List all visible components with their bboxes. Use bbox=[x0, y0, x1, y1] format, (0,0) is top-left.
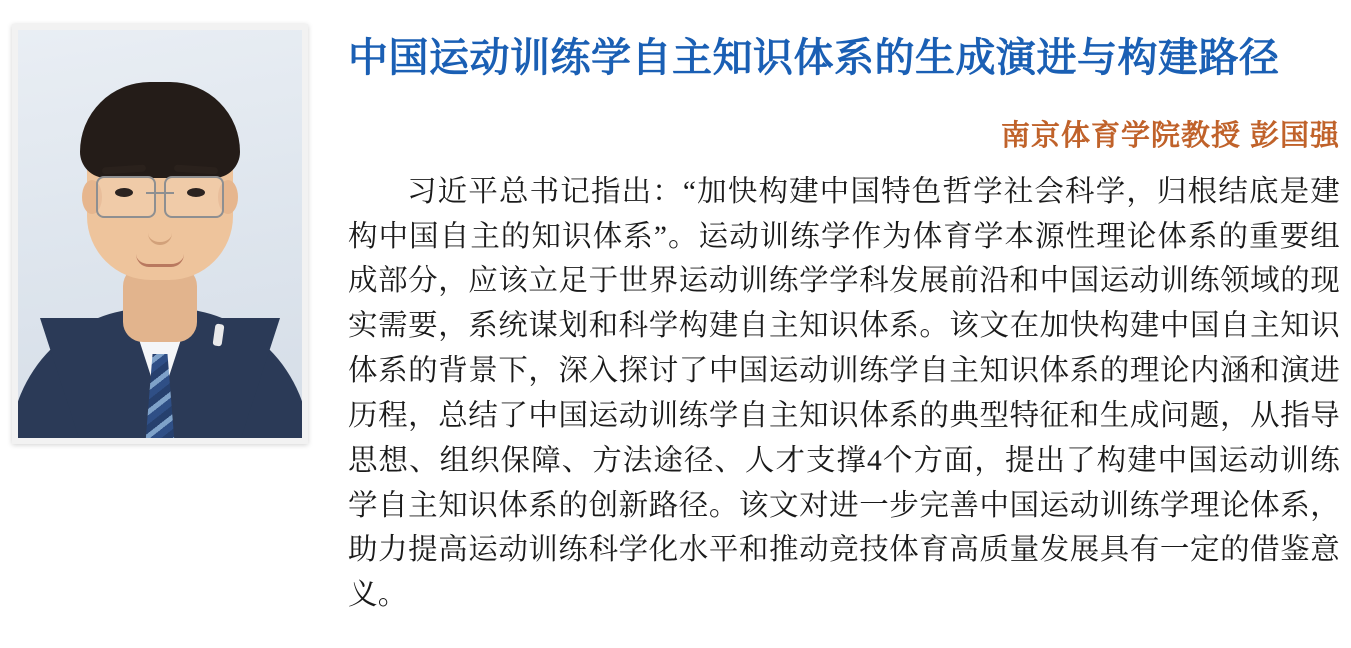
article-title: 中国运动训练学自主知识体系的生成演进与构建路径 bbox=[348, 36, 1280, 80]
author-portrait-frame bbox=[12, 24, 308, 444]
portrait-nose-shape bbox=[148, 216, 172, 245]
portrait-right-lens-shape bbox=[164, 176, 224, 218]
article-abstract: 习近平总书记指出：“加快构建中国特色哲学社会科学，归根结底是建构中国自主的知识体系”。运动训练学作为体育学本源性理论体系的重要组成部分，应该立足于世界运动训练学学科发展前沿和中国运动训练领域的现实需要，系统谋划和科学构建自主知识体系。该文在加快构建中国自主知识体系的背景下，深入探讨了中国运动训练学自主知识体系的理论内涵和演进历程，总结了中国运动训练学自主知识体系的典型特征和生成问题，从指导思想、组织保障、方法途径、人才支撑4个方面，提出了构建中国运动训练学自主知识体系的创新路径。该文对进一步完善中国运动训练学理论体系，助力提高运动训练科学化水平和推动竞技体育高质量发展具有一定的借鉴意义。 bbox=[348, 175, 1340, 612]
portrait-right-eye-shape bbox=[187, 188, 205, 197]
portrait-left-eye-shape bbox=[115, 188, 133, 197]
portrait-glasses-bridge-shape bbox=[146, 192, 174, 194]
portrait-left-lens-shape bbox=[96, 176, 156, 218]
article-byline: 南京体育学院教授 彭国强 bbox=[1000, 119, 1340, 152]
portrait-hair-shape bbox=[80, 82, 240, 178]
article-text-column bbox=[348, 30, 1340, 648]
author-portrait-image bbox=[18, 30, 302, 438]
portrait-mouth-shape bbox=[136, 254, 184, 267]
